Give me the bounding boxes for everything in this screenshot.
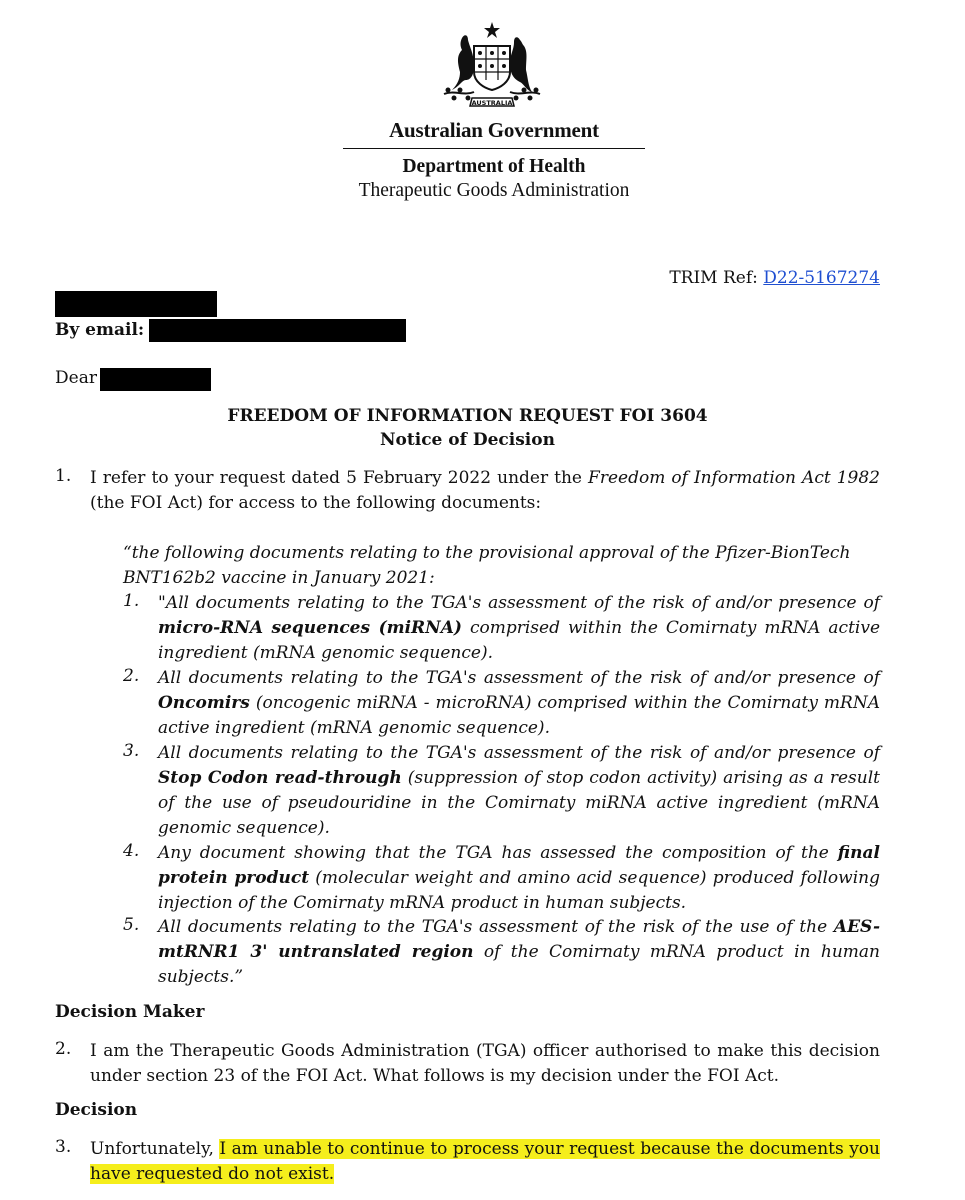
paragraph-number: 1.	[55, 466, 72, 486]
paragraph-2: I am the Therapeutic Goods Administration (TGA) officer authorised to make this decision under section 23 of the FOI Act. What follows is my decision under the FOI Act.	[90, 1041, 880, 1086]
request-item: "All documents relating to the TGA's assessment of the risk of and/or presence of micro-RNA sequences (miRNA) comprised within the Comirnaty mRNA active ingredient (mRNA genomic sequence).	[158, 593, 881, 663]
document-title: FREEDOM OF INFORMATION REQUEST FOI 3604	[227, 406, 708, 426]
by-email-label: By email:	[55, 320, 145, 340]
redacted-email-block	[149, 319, 406, 342]
paragraph-1-text-a: I refer to your request dated 5 February 2022 under the	[90, 468, 589, 488]
salutation: Dear	[55, 368, 97, 388]
request-item-number: 2.	[123, 666, 140, 686]
crest-icon	[434, 20, 550, 112]
section-heading-decision: Decision	[55, 1100, 138, 1120]
paragraph-number: 3.	[55, 1137, 72, 1157]
request-item-emphasis: Stop Codon read-through	[158, 768, 402, 788]
request-item: All documents relating to the TGA's assessment of the risk of and/or presence of Stop Codon read-through (suppression of stop codon activity) arising as a result of the use of pseudouridine in the Comirnaty miRNA active ingredient (mRNA genomic sequence).	[158, 743, 880, 838]
request-item-emphasis: Oncomirs	[158, 693, 250, 713]
request-item-number: 5.	[123, 915, 140, 935]
paragraph-number: 2.	[55, 1039, 72, 1059]
government-name: Australian Government	[389, 118, 599, 142]
redacted-salutation-block	[100, 368, 211, 391]
redacted-name-block	[55, 291, 217, 317]
department-name: Department of Health	[402, 156, 586, 177]
paragraph-1-text-b: (the FOI Act) for access to the following documents:	[90, 493, 542, 513]
letterhead-divider	[343, 148, 645, 149]
request-item-emphasis: final protein product	[158, 843, 880, 888]
crest-scroll-text: AUSTRALIA	[471, 99, 513, 107]
request-item-number: 3.	[123, 741, 140, 761]
request-item: All documents relating to the TGA's assessment of the risk of the use of the AES-mtRNR1 3' untranslated region of the Comirnaty mRNA product in human subjects.”	[158, 917, 880, 987]
request-quote-intro: “the following documents relating to the provisional approval of the Pfizer-BionTech BNT162b2 vaccine in January 2021:	[123, 543, 851, 588]
decision-lead: Unfortunately,	[90, 1139, 214, 1159]
trim-label: TRIM Ref:	[669, 268, 758, 288]
request-item-number: 1.	[123, 591, 140, 611]
document-subtitle: Notice of Decision	[380, 430, 555, 450]
request-item-emphasis: AES-mtRNR1 3' untranslated region	[158, 917, 880, 962]
request-item-emphasis: micro-RNA sequences (miRNA)	[158, 618, 462, 638]
act-title: Freedom of Information Act 1982	[588, 468, 880, 488]
paragraph-3	[90, 1137, 880, 1187]
trim-reference	[669, 268, 880, 288]
section-heading-decision-maker: Decision Maker	[55, 1002, 205, 1022]
request-item-number: 4.	[123, 841, 140, 861]
request-item: Any document showing that the TGA has assessed the composition of the final protein product (molecular weight and amino acid sequence) produced following injection of the Comirnaty mRNA product in human subjects.	[158, 843, 880, 913]
commonwealth-coat-of-arms	[434, 20, 550, 112]
paragraph-1	[90, 466, 880, 516]
trim-ref-link[interactable]: D22-5167274	[763, 268, 880, 288]
agency-name: Therapeutic Goods Administration	[358, 180, 630, 201]
request-item: All documents relating to the TGA's assessment of the risk of and/or presence of Oncomirs (oncogenic miRNA - microRNA) comprised within the Comirnaty mRNA active ingredient (mRNA genomic sequence).	[158, 668, 880, 738]
highlighted-decision-text: I am unable to continue to process your request because the documents you have requested do not exist.	[90, 1139, 880, 1184]
